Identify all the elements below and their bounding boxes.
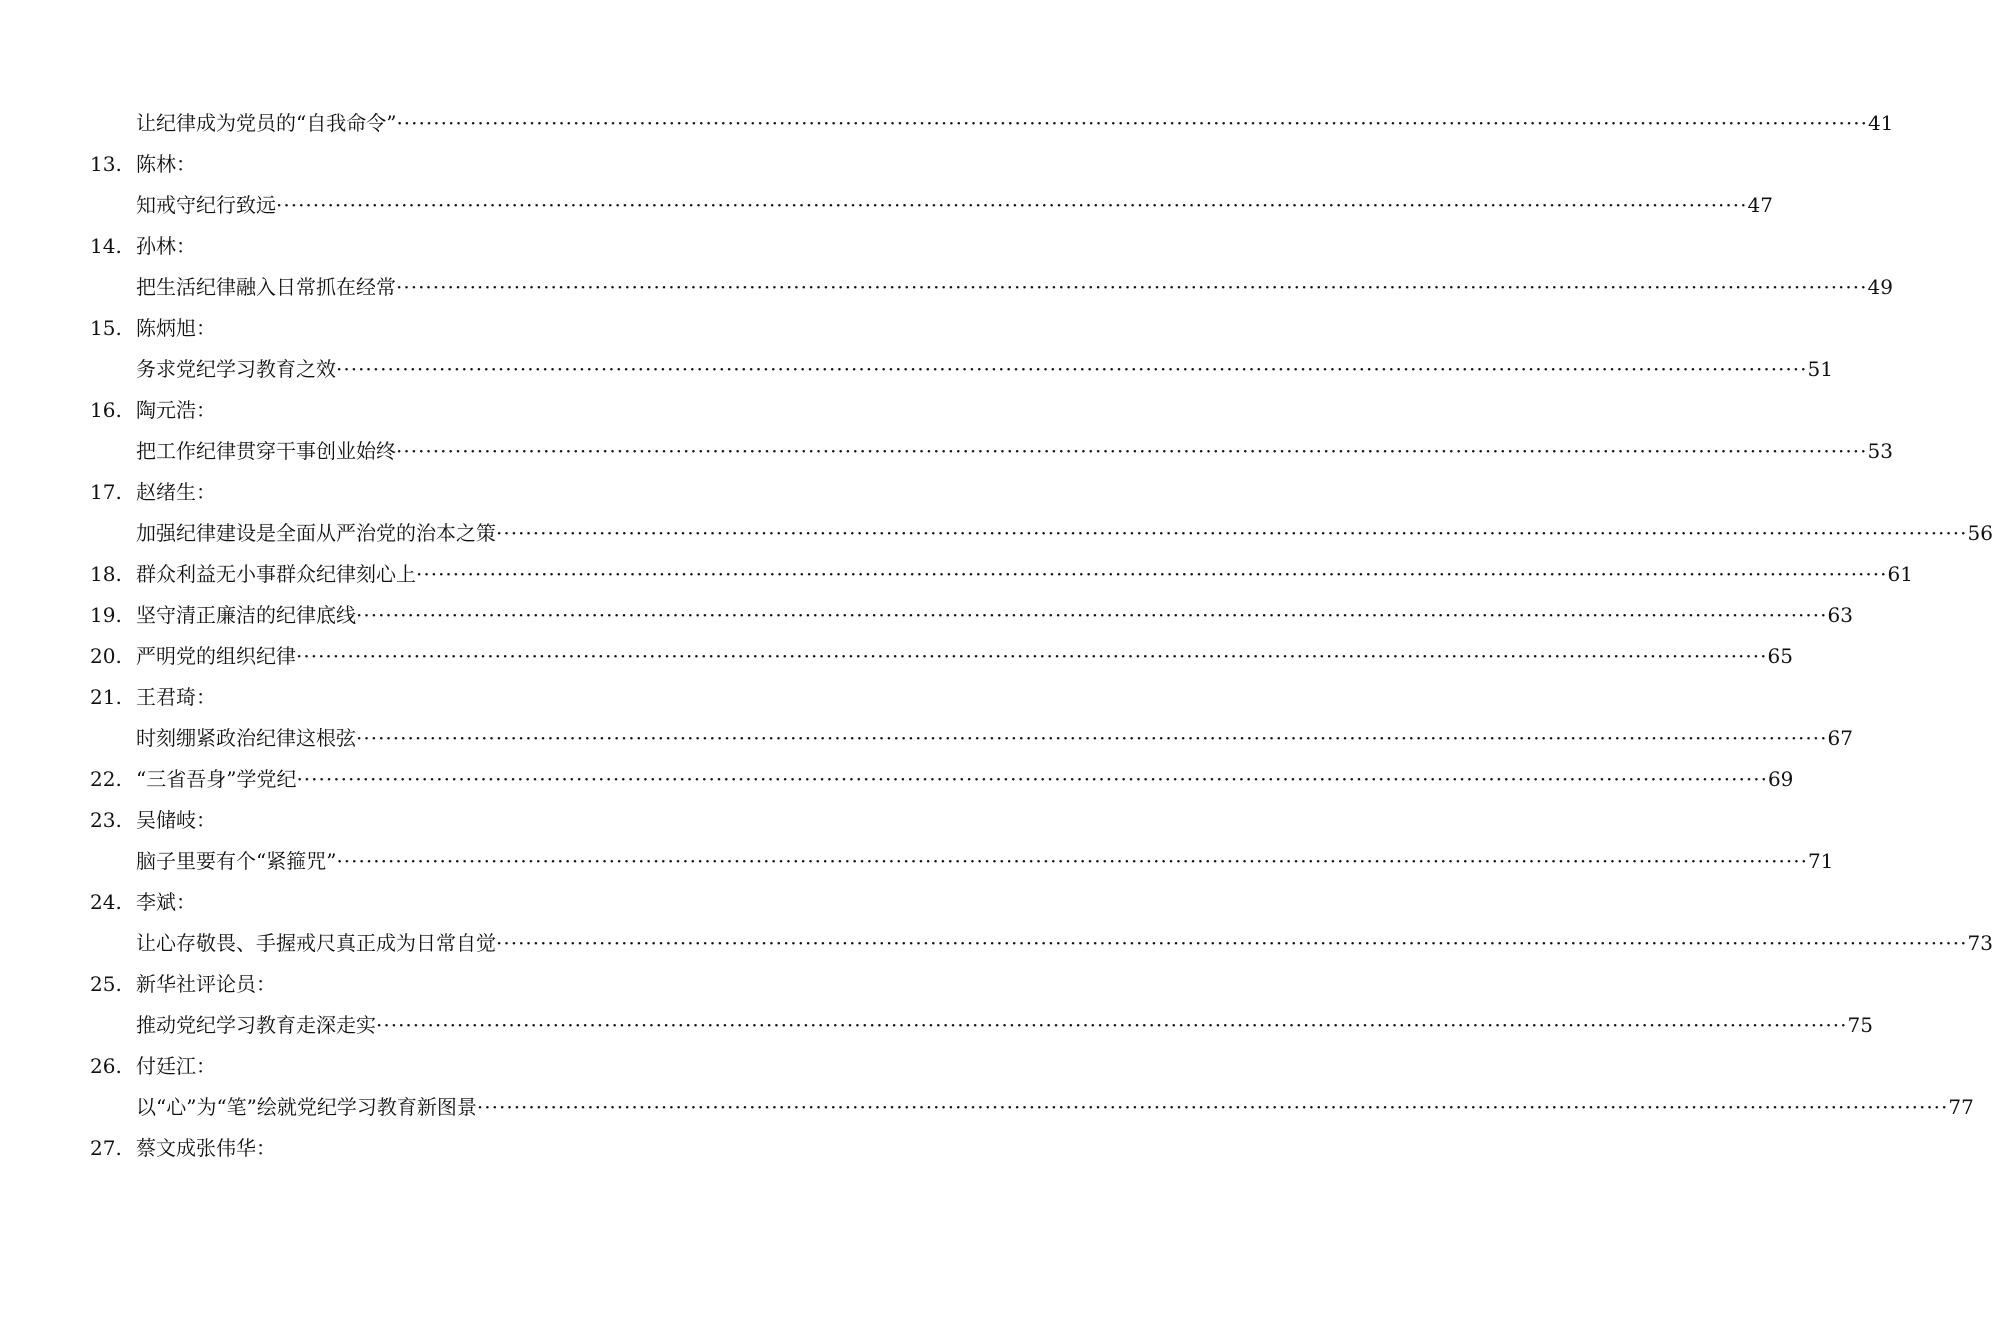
dot-leader: ········································································································································································································ — [336, 849, 1808, 873]
entry-title: 以“心”为“笔”绘就党纪学习教育新图景 — [136, 1095, 477, 1119]
toc-author-row — [0, 1051, 950, 1081]
toc-author-row — [0, 395, 950, 425]
entry-number: 25. — [90, 972, 122, 996]
entry-title: 群众利益无小事群众纪律刻心上 — [136, 562, 416, 586]
author-name: 陈林： — [136, 152, 196, 176]
toc-entry-row — [0, 600, 1853, 630]
author-name: 新华社评论员： — [136, 972, 276, 996]
author-name: 蔡文成张伟华： — [136, 1136, 276, 1160]
toc-entry-row — [0, 1010, 1873, 1040]
entry-title: 推动党纪学习教育走深走实 — [136, 1013, 376, 1037]
toc-entry-row — [0, 272, 1893, 302]
entry-page-number: 63 — [1827, 603, 1853, 627]
entry-number: 23. — [90, 808, 122, 832]
dot-leader: ········································································································································································································ — [396, 439, 1868, 463]
entry-page-number: 71 — [1807, 849, 1834, 873]
dot-leader: ········································································································································································································ — [396, 111, 1868, 135]
entry-number: 18. — [90, 562, 122, 586]
entry-page-number: 67 — [1827, 726, 1853, 750]
author-name: 王君琦： — [136, 685, 216, 709]
entry-number: 21. — [90, 685, 122, 709]
entry-title: 把生活纪律融入日常抓在经常 — [136, 275, 396, 299]
entry-number: 16. — [90, 398, 122, 422]
entry-title: “三省吾身”学党纪 — [136, 767, 297, 791]
toc-author-row — [0, 682, 950, 712]
dot-leader: ········································································································································································································ — [296, 644, 1768, 668]
toc-entry-row — [0, 354, 1833, 384]
entry-number: 14. — [90, 234, 122, 258]
toc-author-row — [0, 1133, 950, 1163]
entry-page-number: 56 — [1967, 521, 1993, 545]
toc-entry[interactable] — [136, 928, 1993, 958]
toc-entry[interactable] — [136, 518, 1993, 548]
author-name: 吴储岐： — [136, 808, 216, 832]
entry-number: 17. — [90, 480, 122, 504]
dot-leader: ········································································································································································································ — [476, 1095, 1949, 1119]
dot-leader: ········································································································································································································ — [356, 603, 1828, 627]
toc-entry-row — [0, 108, 1894, 138]
entry-number: 20. — [90, 644, 122, 668]
toc-author-row — [0, 313, 950, 343]
author-name: 付廷江： — [136, 1054, 216, 1078]
toc-author-row — [0, 477, 950, 507]
toc-author-row — [0, 887, 950, 917]
dot-leader: ········································································································································································································ — [376, 1013, 1848, 1037]
entry-title: 坚守清正廉洁的纪律底线 — [136, 603, 356, 627]
entry-number: 27. — [90, 1136, 122, 1160]
toc-entry-row — [0, 723, 1853, 753]
dot-leader: ········································································································································································································ — [296, 767, 1768, 791]
entry-page-number: 47 — [1747, 193, 1773, 217]
toc-entry[interactable] — [136, 723, 1853, 753]
entry-page-number: 41 — [1867, 111, 1894, 135]
toc-entry[interactable] — [136, 846, 1834, 876]
toc-entry-row — [0, 846, 1834, 876]
toc-author-row — [0, 805, 950, 835]
entry-title: 加强纪律建设是全面从严治党的治本之策 — [136, 521, 496, 545]
dot-leader: ········································································································································································································ — [416, 562, 1888, 586]
author-name: 陈炳旭： — [136, 316, 216, 340]
entry-title: 把工作纪律贯穿干事创业始终 — [136, 439, 396, 463]
toc-entry[interactable] — [136, 600, 1853, 630]
entry-title: 知戒守纪行致远 — [136, 193, 276, 217]
toc-entry[interactable] — [136, 108, 1894, 138]
toc-author-row — [0, 149, 950, 179]
author-name: 陶元浩： — [136, 398, 216, 422]
author-name: 李斌： — [136, 890, 196, 914]
entry-title: 让心存敬畏、手握戒尺真正成为日常自觉 — [136, 931, 496, 955]
entry-title: 时刻绷紧政治纪律这根弦 — [136, 726, 356, 750]
entry-number: 26. — [90, 1054, 122, 1078]
toc-entry[interactable] — [136, 272, 1893, 302]
toc-entry[interactable] — [136, 436, 1893, 466]
author-name: 孙林： — [136, 234, 196, 258]
entry-page-number: 77 — [1948, 1095, 1974, 1119]
entry-page-number: 61 — [1887, 562, 1913, 586]
toc-entry[interactable] — [136, 764, 1794, 794]
toc-author-row — [0, 969, 950, 999]
entry-number: 15. — [90, 316, 122, 340]
toc-entry[interactable] — [136, 1092, 1974, 1122]
entry-number: 22. — [90, 767, 122, 791]
toc-entry-row — [0, 190, 1773, 220]
toc-entry[interactable] — [136, 1010, 1873, 1040]
toc-entry[interactable] — [136, 190, 1773, 220]
dot-leader: ········································································································································································································ — [336, 357, 1808, 381]
entry-title: 务求党纪学习教育之效 — [136, 357, 336, 381]
dot-leader: ········································································································································································································ — [356, 726, 1828, 750]
entry-page-number: 51 — [1807, 357, 1833, 381]
toc-entry-row — [0, 559, 1913, 589]
toc-entry[interactable] — [136, 641, 1793, 671]
entry-title: 严明党的组织纪律 — [136, 644, 296, 668]
dot-leader: ········································································································································································································ — [276, 193, 1748, 217]
toc-entry-row — [0, 518, 1993, 548]
entry-title: 脑子里要有个“紧箍咒” — [136, 849, 337, 873]
entry-number: 13. — [90, 152, 122, 176]
entry-page-number: 73 — [1967, 931, 1993, 955]
toc-author-row — [0, 231, 950, 261]
toc-entry-row — [0, 1092, 1974, 1122]
toc-entry-row — [0, 436, 1893, 466]
toc-entry-row — [0, 641, 1793, 671]
entry-number: 19. — [90, 603, 122, 627]
toc-entry-row — [0, 928, 1993, 958]
dot-leader: ········································································································································································································ — [496, 931, 1968, 955]
author-name: 赵绪生： — [136, 480, 216, 504]
toc-entry-row — [0, 764, 1794, 794]
dot-leader: ········································································································································································································ — [496, 521, 1968, 545]
entry-page-number: 53 — [1867, 439, 1893, 463]
entry-page-number: 49 — [1867, 275, 1893, 299]
entry-page-number: 69 — [1767, 767, 1794, 791]
entry-number: 24. — [90, 890, 122, 914]
entry-title: 让纪律成为党员的“自我命令” — [136, 111, 397, 135]
entry-page-number: 75 — [1847, 1013, 1873, 1037]
dot-leader: ········································································································································································································ — [396, 275, 1868, 299]
toc-entry[interactable] — [136, 354, 1833, 384]
toc-entry[interactable] — [136, 559, 1913, 589]
entry-page-number: 65 — [1767, 644, 1793, 668]
